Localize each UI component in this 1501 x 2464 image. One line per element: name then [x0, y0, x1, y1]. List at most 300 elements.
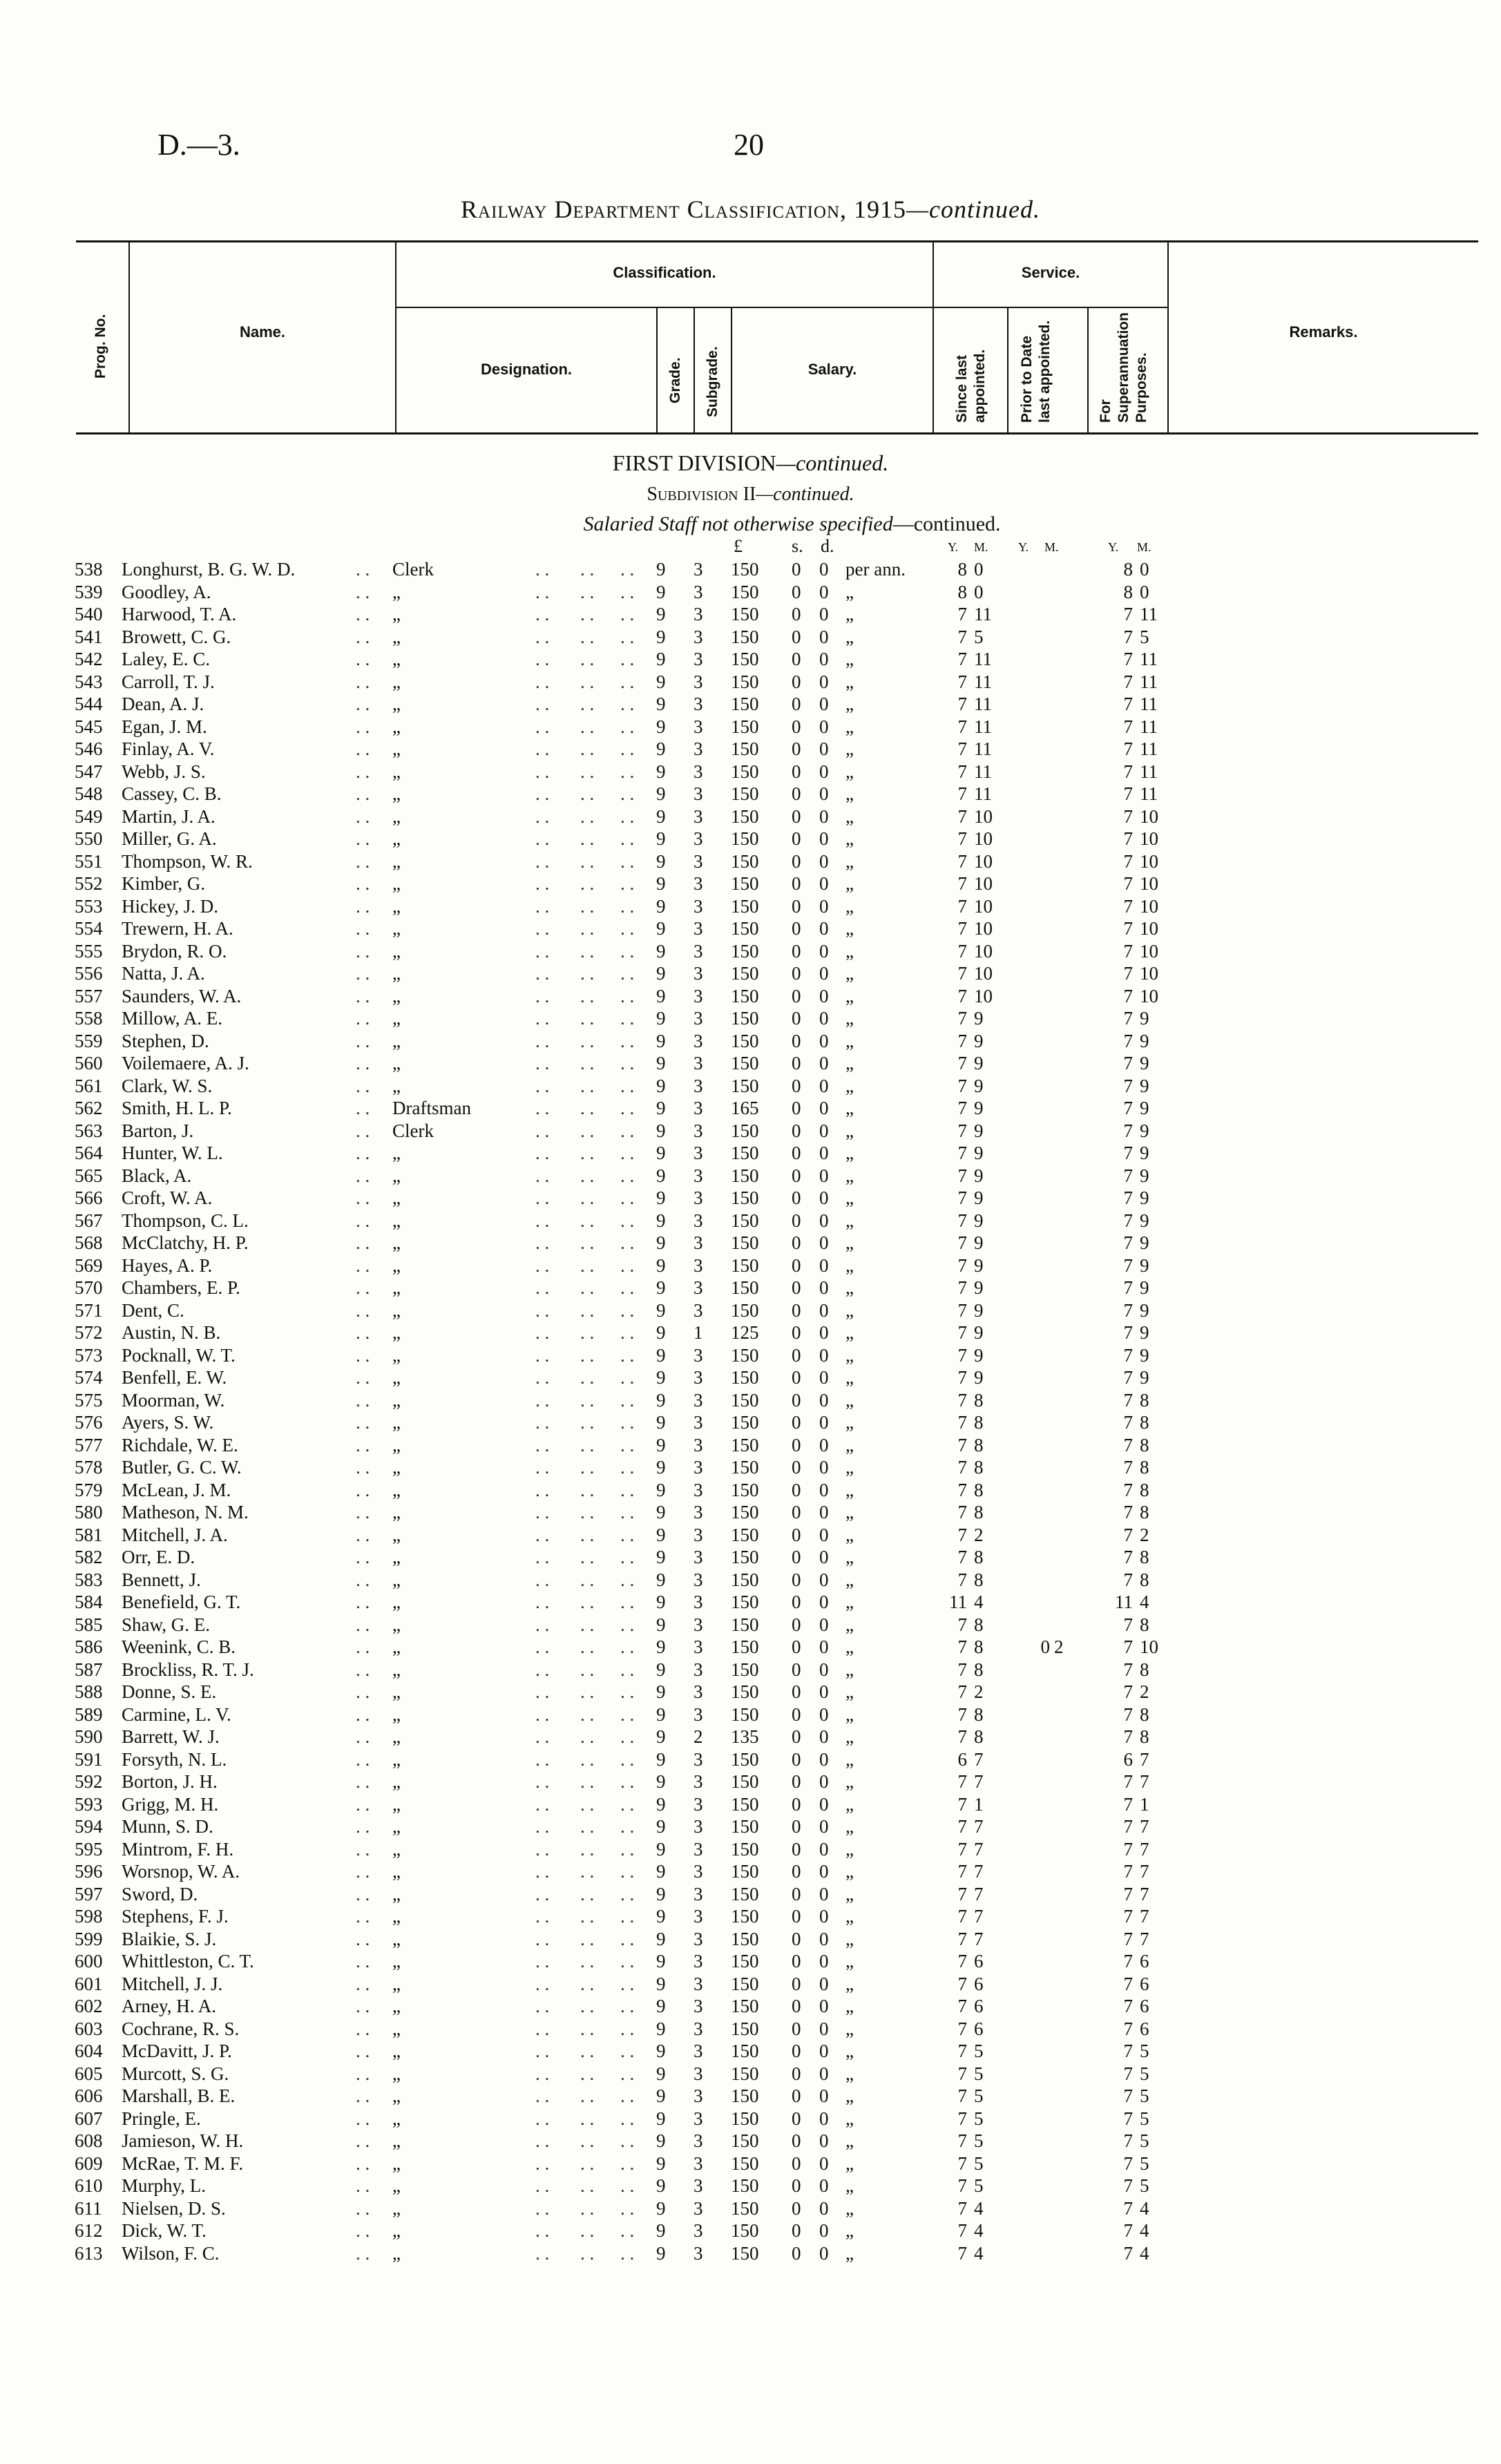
- salary-shillings: 0: [792, 1457, 801, 1478]
- grade: 9: [656, 1659, 666, 1680]
- salary-pounds: 150: [731, 1703, 759, 1725]
- since-years: 7: [957, 1659, 967, 1680]
- header-top-rule: [76, 240, 1478, 242]
- salary-pounds: 150: [731, 1120, 759, 1141]
- salary-pounds: 150: [731, 1659, 759, 1680]
- prog-no: 562: [75, 1098, 103, 1118]
- staff-suffix: —continued.: [892, 513, 1001, 535]
- staff-name: Pocknall, W. T.: [122, 1344, 236, 1366]
- leader-dots: . .: [620, 626, 635, 647]
- salary-period: „: [845, 581, 854, 602]
- since-years: 7: [957, 1973, 967, 1994]
- grade: 9: [656, 1547, 666, 1567]
- designation: „: [392, 1367, 401, 1388]
- leader-dots: . .: [620, 1748, 635, 1770]
- grade: 9: [656, 1187, 666, 1208]
- grade: 9: [656, 671, 666, 692]
- designation: „: [392, 1816, 401, 1837]
- salary-period: „: [845, 1547, 854, 1567]
- leader-dots: . .: [535, 2018, 550, 2039]
- leader-dots: . .: [356, 1143, 370, 1163]
- super-months: 11: [1140, 671, 1158, 692]
- salary-period: „: [845, 761, 854, 782]
- salary-shillings: 0: [792, 671, 801, 692]
- leader-dots: . .: [535, 2197, 550, 2219]
- salary-pence: 0: [819, 761, 829, 782]
- super-months: 7: [1140, 1928, 1149, 1949]
- prog-no: 602: [75, 1996, 103, 2016]
- salary-pence: 0: [819, 1075, 829, 1096]
- prog-no: 597: [75, 1883, 103, 1904]
- prog-no: 595: [75, 1838, 103, 1860]
- table-row: [0, 1411, 1501, 1434]
- staff-name: Longhurst, B. G. W. D.: [122, 559, 296, 580]
- salary-period: „: [845, 1344, 854, 1366]
- salary-pence: 0: [819, 581, 829, 602]
- since-months: 0: [974, 559, 984, 580]
- salary-pence: 0: [819, 1143, 829, 1163]
- super-months: 11: [1140, 694, 1158, 714]
- salary-shillings: 0: [792, 2175, 801, 2196]
- grade: 9: [656, 1973, 666, 1994]
- designation: „: [392, 1951, 401, 1971]
- super-years: 6: [1123, 1748, 1133, 1770]
- grade: 9: [656, 738, 666, 759]
- super-years: 7: [1123, 1681, 1133, 1702]
- leader-dots: . .: [580, 1299, 595, 1321]
- salary-period: „: [845, 1614, 854, 1635]
- leader-dots: . .: [580, 2242, 595, 2264]
- table-row: [0, 1052, 1501, 1075]
- table-row: [0, 783, 1501, 805]
- salary-pounds: 150: [731, 1008, 759, 1029]
- since-years: 7: [957, 963, 967, 984]
- leader-dots: . .: [580, 1726, 595, 1747]
- salary-pounds: 150: [731, 963, 759, 984]
- salary-period: „: [845, 918, 854, 939]
- leader-dots: . .: [580, 1906, 595, 1927]
- prog-no: 560: [75, 1053, 103, 1073]
- prior-months-unit: M.: [1044, 540, 1059, 554]
- super-months: 10: [1140, 940, 1158, 962]
- leader-dots: . .: [356, 2175, 370, 2196]
- leader-dots: . .: [580, 1120, 595, 1141]
- grade: 9: [656, 850, 666, 872]
- staff-name: Stephen, D.: [122, 1030, 209, 1051]
- salary-pounds: 150: [731, 1569, 759, 1590]
- leader-dots: . .: [580, 1771, 595, 1792]
- grade: 9: [656, 2175, 666, 2196]
- prog-no: 583: [75, 1569, 103, 1590]
- table-row: [0, 1770, 1501, 1793]
- leader-dots: . .: [356, 895, 370, 917]
- grade: 9: [656, 1883, 666, 1904]
- leader-dots: . .: [620, 1951, 635, 1971]
- prog-no: 551: [75, 850, 103, 872]
- leader-dots: . .: [535, 2175, 550, 2196]
- table-row: [0, 1726, 1501, 1748]
- salary-pounds: 150: [731, 2175, 759, 2196]
- salary-shillings: 0: [792, 1996, 801, 2016]
- subgrade: 3: [694, 1793, 703, 1815]
- staff-name: Salaried Staff not otherwise specified: [583, 513, 893, 535]
- super-months: 7: [1140, 1906, 1149, 1927]
- leader-dots: . .: [580, 1457, 595, 1478]
- salary-pence: 0: [819, 2085, 829, 2106]
- leader-dots: . .: [535, 1636, 550, 1657]
- designation: „: [392, 2152, 401, 2174]
- header-divider: [933, 307, 1167, 308]
- super-months: 7: [1140, 1883, 1149, 1904]
- staff-name: Donne, S. E.: [122, 1681, 217, 1702]
- staff-name: Dent, C.: [122, 1299, 184, 1321]
- salary-pounds: 150: [731, 2220, 759, 2241]
- table-row: [0, 895, 1501, 918]
- subgrade: 3: [694, 559, 703, 580]
- super-years: 7: [1123, 716, 1133, 737]
- table-row: [0, 2175, 1501, 2197]
- salary-shillings: 0: [792, 1187, 801, 1208]
- super-years: 7: [1123, 850, 1133, 872]
- since-years: 7: [957, 2197, 967, 2219]
- leader-dots: . .: [535, 1143, 550, 1163]
- grade: 9: [656, 2108, 666, 2129]
- salary-period: „: [845, 1277, 854, 1298]
- leader-dots: . .: [580, 1075, 595, 1096]
- salary-pounds: 150: [731, 783, 759, 804]
- leader-dots: . .: [356, 1524, 370, 1545]
- leader-dots: . .: [620, 783, 635, 804]
- leader-dots: . .: [580, 1861, 595, 1882]
- prog-no: 579: [75, 1479, 103, 1500]
- salary-pounds: 150: [731, 1906, 759, 1927]
- leader-dots: . .: [356, 2242, 370, 2264]
- since-years: 7: [957, 1479, 967, 1500]
- grade: 9: [656, 1569, 666, 1590]
- super-months: 8: [1140, 1614, 1149, 1635]
- salary-pence: 0: [819, 2220, 829, 2241]
- designation: „: [392, 1412, 401, 1433]
- prog-no: 592: [75, 1771, 103, 1792]
- salary-period: „: [845, 738, 854, 759]
- super-years: 7: [1123, 1299, 1133, 1321]
- designation: „: [392, 783, 401, 804]
- leader-dots: . .: [620, 738, 635, 759]
- salary-shillings: 0: [792, 1344, 801, 1366]
- salary-shillings: 0: [792, 1322, 801, 1343]
- grade: 9: [656, 1098, 666, 1118]
- leader-dots: . .: [620, 1457, 635, 1478]
- leader-dots: . .: [535, 940, 550, 962]
- leader-dots: . .: [620, 1165, 635, 1186]
- leader-dots: . .: [580, 2175, 595, 2196]
- leader-dots: . .: [580, 2085, 595, 2106]
- salary-shillings: 0: [792, 1367, 801, 1388]
- prog-no: 569: [75, 1254, 103, 1276]
- subgrade: 3: [694, 2018, 703, 2039]
- super-years: 7: [1123, 1479, 1133, 1500]
- since-months: 9: [974, 1232, 984, 1253]
- salary-period: „: [845, 805, 854, 827]
- leader-dots: . .: [620, 1322, 635, 1343]
- salary-pounds: 150: [731, 716, 759, 737]
- leader-dots: . .: [580, 1187, 595, 1208]
- salary-pence: 0: [819, 716, 829, 737]
- prog-no: 546: [75, 738, 103, 759]
- designation: Draftsman: [392, 1098, 471, 1118]
- super-months: 5: [1140, 2041, 1149, 2061]
- subgrade: 3: [694, 1254, 703, 1276]
- salary-pence: 0: [819, 783, 829, 804]
- designation: „: [392, 1883, 401, 1904]
- prog-no: 568: [75, 1232, 103, 1253]
- table-row: [0, 1007, 1501, 1030]
- table-row: [0, 1142, 1501, 1165]
- leader-dots: . .: [620, 1928, 635, 1949]
- salary-pounds: 150: [731, 2063, 759, 2084]
- salary-pounds: 150: [731, 761, 759, 782]
- since-months: 9: [974, 1143, 984, 1163]
- salary-period: „: [845, 2041, 854, 2061]
- leader-dots: . .: [356, 1479, 370, 1500]
- table-row: [0, 1299, 1501, 1322]
- leader-dots: . .: [356, 1367, 370, 1388]
- header-divider: [1007, 308, 1008, 432]
- subgrade: 3: [694, 783, 703, 804]
- leader-dots: . .: [580, 626, 595, 647]
- salary-pence: 0: [819, 1816, 829, 1837]
- since-years: 7: [957, 1861, 967, 1882]
- super-months: 6: [1140, 2018, 1149, 2039]
- salary-pounds: 125: [731, 1322, 759, 1343]
- leader-dots: . .: [620, 850, 635, 872]
- salary-period: „: [845, 1592, 854, 1612]
- since-years: 7: [957, 1210, 967, 1231]
- salary-pence: 0: [819, 1726, 829, 1747]
- leader-dots: . .: [620, 2197, 635, 2219]
- subgrade: 3: [694, 1928, 703, 1949]
- super-months: 7: [1140, 1771, 1149, 1792]
- since-months: 6: [974, 2018, 984, 2039]
- super-months: 9: [1140, 1254, 1149, 1276]
- super-years: 7: [1123, 1187, 1133, 1208]
- super-years: 7: [1123, 1547, 1133, 1567]
- leader-dots: . .: [535, 1861, 550, 1882]
- grade: 9: [656, 1075, 666, 1096]
- table-row: [0, 828, 1501, 850]
- salary-period: „: [845, 694, 854, 714]
- designation: „: [392, 963, 401, 984]
- subgrade: 3: [694, 1951, 703, 1971]
- since-years: 7: [957, 604, 967, 624]
- grade: 9: [656, 1008, 666, 1029]
- leader-dots: . .: [356, 1187, 370, 1208]
- leader-dots: . .: [356, 1434, 370, 1455]
- staff-name: Miller, G. A.: [122, 828, 217, 849]
- leader-dots: . .: [535, 1277, 550, 1298]
- grade: 9: [656, 1771, 666, 1792]
- since-months: 9: [974, 1120, 984, 1141]
- grade: 9: [656, 1232, 666, 1253]
- leader-dots: . .: [620, 1861, 635, 1882]
- designation: „: [392, 918, 401, 939]
- super-years: 7: [1123, 671, 1133, 692]
- salary-pence: 0: [819, 671, 829, 692]
- super-months: 6: [1140, 1996, 1149, 2016]
- grade: 9: [656, 1703, 666, 1725]
- subgrade: 3: [694, 1906, 703, 1927]
- leader-dots: . .: [535, 1254, 550, 1276]
- leader-dots: . .: [356, 1165, 370, 1186]
- staff-name: Forsyth, N. L.: [122, 1748, 227, 1770]
- subgrade: 3: [694, 850, 703, 872]
- super-months: 10: [1140, 850, 1158, 872]
- since-months: 11: [974, 604, 992, 624]
- units-row: [0, 536, 1501, 558]
- designation: „: [392, 1322, 401, 1343]
- salary-period: „: [845, 985, 854, 1006]
- since-years: 7: [957, 1838, 967, 1860]
- prog-no: 540: [75, 604, 103, 624]
- super-years: 7: [1123, 1098, 1133, 1118]
- leader-dots: . .: [620, 828, 635, 849]
- since-months: 9: [974, 1008, 984, 1029]
- salary-pounds: 150: [731, 895, 759, 917]
- designation: „: [392, 761, 401, 782]
- staff-name: Worsnop, W. A.: [122, 1861, 240, 1882]
- since-months: 10: [974, 918, 993, 939]
- leader-dots: . .: [580, 1748, 595, 1770]
- designation: „: [392, 1771, 401, 1792]
- table-row: [0, 2152, 1501, 2175]
- super-years: 7: [1123, 873, 1133, 894]
- grade: 9: [656, 2197, 666, 2219]
- leader-dots: . .: [356, 1614, 370, 1635]
- salary-pounds: 150: [731, 1614, 759, 1635]
- table-row: [0, 917, 1501, 940]
- table-row: [0, 1815, 1501, 1838]
- staff-name: Butler, G. C. W.: [122, 1457, 242, 1478]
- grade: 9: [656, 1254, 666, 1276]
- grade: 9: [656, 2063, 666, 2084]
- designation: „: [392, 1524, 401, 1545]
- leader-dots: . .: [535, 2130, 550, 2151]
- designation: „: [392, 1075, 401, 1096]
- salary-shillings: 0: [792, 738, 801, 759]
- table-row: [0, 872, 1501, 895]
- super-years: 7: [1123, 1120, 1133, 1141]
- since-months: 9: [974, 1210, 984, 1231]
- table-row: [0, 1165, 1501, 1187]
- since-months: 4: [974, 1592, 984, 1612]
- salary-pence: 0: [819, 1996, 829, 2016]
- staff-name: Carroll, T. J.: [122, 671, 215, 692]
- table-row: [0, 1591, 1501, 1614]
- leader-dots: . .: [535, 1928, 550, 1949]
- salary-period: „: [845, 1659, 854, 1680]
- salary-shillings: 0: [792, 1143, 801, 1163]
- salary-pounds: 150: [731, 1210, 759, 1231]
- since-years: 7: [957, 1030, 967, 1051]
- table-row: [0, 1838, 1501, 1861]
- leader-dots: . .: [356, 1344, 370, 1366]
- salary-shillings: 0: [792, 1547, 801, 1567]
- since-months: 5: [974, 2130, 984, 2151]
- super-years: 7: [1123, 805, 1133, 827]
- super-months: 11: [1140, 604, 1158, 624]
- subgrade: 3: [694, 1771, 703, 1792]
- leader-dots: . .: [580, 1569, 595, 1590]
- prog-no: 574: [75, 1367, 103, 1388]
- leader-dots: . .: [356, 1232, 370, 1253]
- pound-unit: £: [734, 536, 743, 556]
- prog-no: 541: [75, 626, 103, 647]
- leader-dots: . .: [580, 850, 595, 872]
- subgrade: 3: [694, 1502, 703, 1522]
- leader-dots: . .: [535, 783, 550, 804]
- salary-period: „: [845, 2152, 854, 2174]
- salary-period: „: [845, 1187, 854, 1208]
- salary-shillings: 0: [792, 1659, 801, 1680]
- salary-pence: 0: [819, 895, 829, 917]
- since-months: 11: [974, 649, 992, 669]
- prog-no: 607: [75, 2108, 103, 2129]
- salary-shillings: 0: [792, 1569, 801, 1590]
- salary-period: „: [845, 1681, 854, 1702]
- since-years: 7: [957, 1299, 967, 1321]
- division-heading: [0, 450, 1501, 476]
- prog-no: 589: [75, 1703, 103, 1725]
- leader-dots: . .: [580, 918, 595, 939]
- leader-dots: . .: [356, 2152, 370, 2174]
- leader-dots: . .: [580, 649, 595, 669]
- salary-shillings: 0: [792, 1120, 801, 1141]
- salary-pounds: 150: [731, 1547, 759, 1567]
- salary-pence: 0: [819, 1008, 829, 1029]
- grade: 9: [656, 963, 666, 984]
- designation: „: [392, 2242, 401, 2264]
- salary-pence: 0: [819, 985, 829, 1006]
- leader-dots: . .: [620, 2085, 635, 2106]
- grade: 9: [656, 1592, 666, 1612]
- salary-pence: 0: [819, 1703, 829, 1725]
- prog-no: 567: [75, 1210, 103, 1231]
- subgrade: 3: [694, 1569, 703, 1590]
- salary-pence: 0: [819, 1883, 829, 1904]
- subgrade: 3: [694, 963, 703, 984]
- leader-dots: . .: [356, 1457, 370, 1478]
- leader-dots: . .: [580, 1524, 595, 1545]
- super-years: 7: [1123, 1277, 1133, 1298]
- staff-name: Laley, E. C.: [122, 649, 210, 669]
- subgrade: 3: [694, 649, 703, 669]
- super-years: 7: [1123, 738, 1133, 759]
- salary-pence: 0: [819, 1659, 829, 1680]
- leader-dots: . .: [535, 1098, 550, 1118]
- salary-pounds: 150: [731, 2018, 759, 2039]
- salary-pounds: 150: [731, 828, 759, 849]
- leader-dots: . .: [580, 1165, 595, 1186]
- subgrade: 3: [694, 2197, 703, 2219]
- super-years: 7: [1123, 1434, 1133, 1455]
- table-row: [0, 2040, 1501, 2063]
- since-months: 8: [974, 1479, 984, 1500]
- subgrade: 3: [694, 805, 703, 827]
- since-years: 7: [957, 805, 967, 827]
- leader-dots: . .: [356, 783, 370, 804]
- super-months: 9: [1140, 1075, 1149, 1096]
- super-years: 7: [1123, 2175, 1133, 2196]
